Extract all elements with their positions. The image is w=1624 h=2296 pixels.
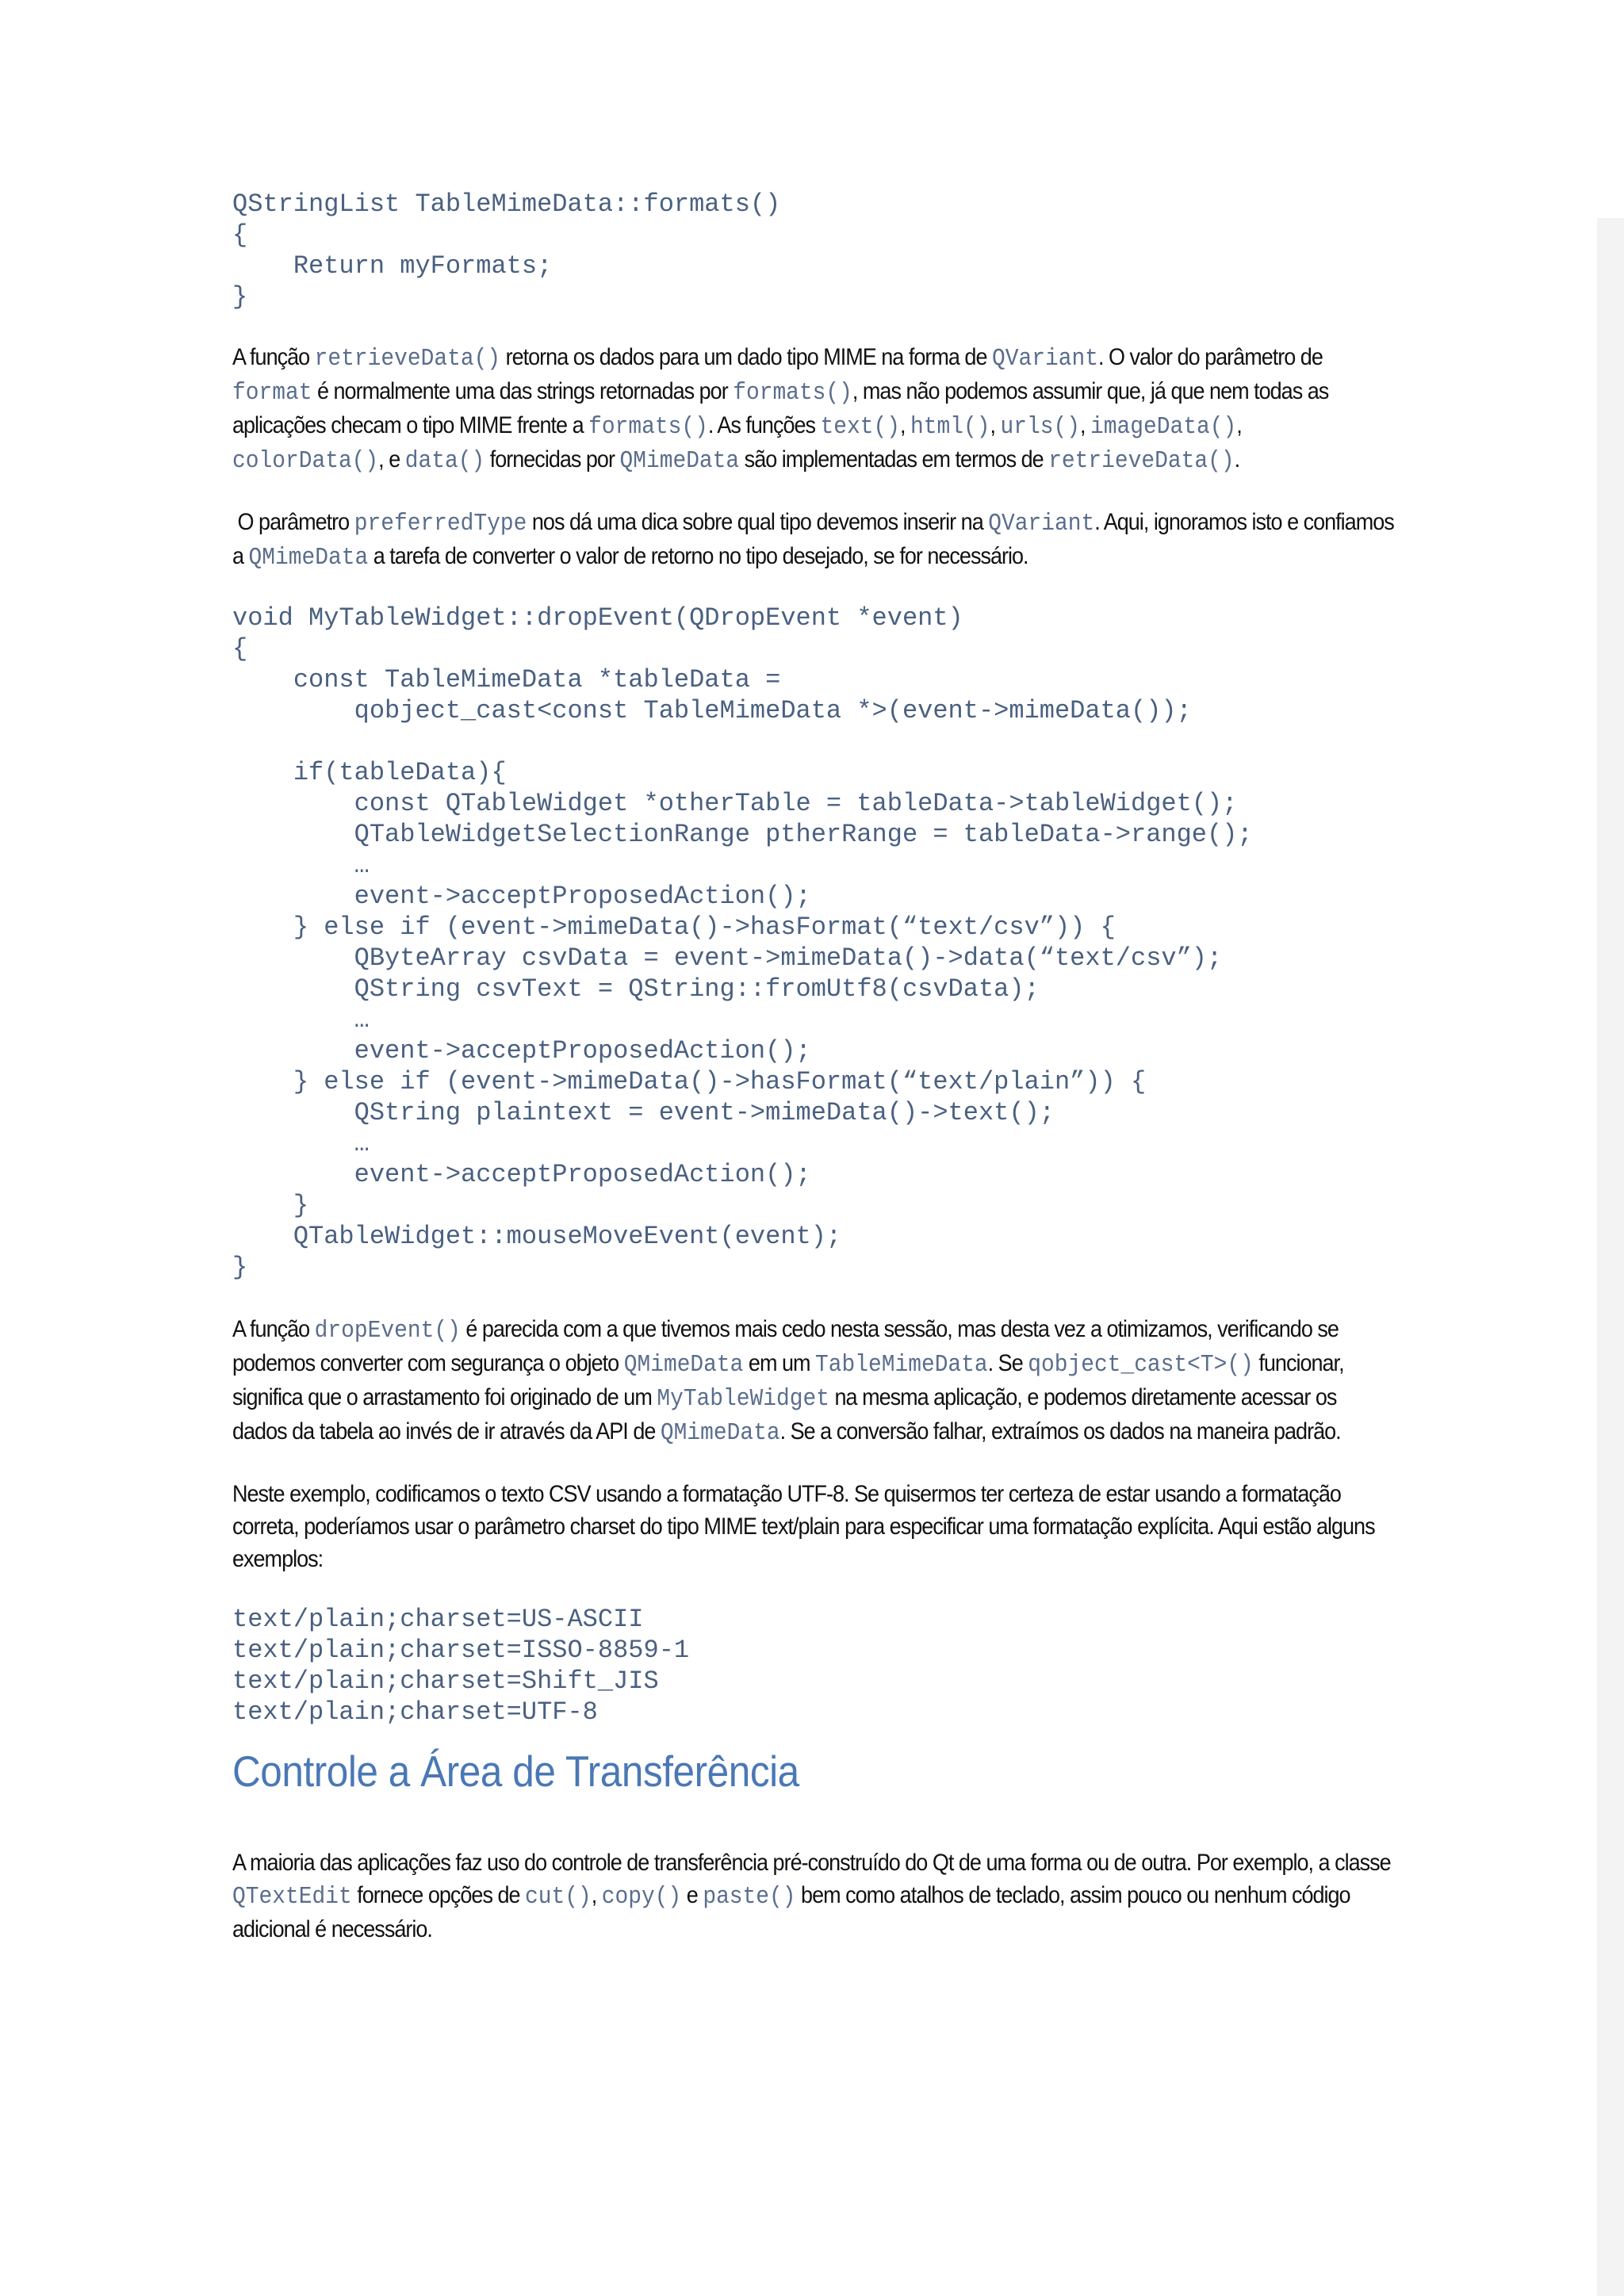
text-run: é normalmente uma das strings retornadas por [312, 378, 733, 404]
text-run: bem como atalhos de teclado, assim pouco ou nenhum código adicional é necessário. [232, 1882, 1356, 1942]
inline-code: QTextEdit [232, 1883, 352, 1911]
code-line: const QTableWidget *otherTable = tableData->tableWidget(); [232, 789, 1238, 818]
inline-code: cut() [525, 1883, 592, 1911]
text-run: a tarefa de converter o valor de retorno no tipo desejado, se for necessário. [368, 543, 1028, 569]
document-page [232, 189, 1398, 1946]
inline-code: QMimeData [619, 447, 740, 475]
text-run: . Se a conversão falhar, extraímos os dados na maneira padrão. [779, 1418, 1341, 1445]
code-line: QTableWidget::mouseMoveEvent(event); [232, 1222, 842, 1251]
inline-code: imageData() [1090, 413, 1237, 441]
section-heading: Controle a Área de Transferência [232, 1747, 799, 1796]
text-run: , [591, 1882, 602, 1908]
inline-code: qobject_cast<T>() [1028, 1351, 1254, 1379]
inline-code: paste() [703, 1883, 796, 1911]
text-run: , mas não podemos assumir que, já que nem todas as aplicações checam o tipo MIME frente a [232, 378, 1334, 438]
inline-code: colorData() [232, 447, 379, 475]
code-line [232, 726, 1398, 757]
inline-code: TableMimeData [815, 1351, 988, 1379]
code-line: QByteArray csvData = event->mimeData()->data(“text/csv”); [232, 943, 1223, 973]
paragraph-csv-encoding [232, 1478, 1396, 1575]
code-block-charsets [232, 1604, 1398, 1728]
inline-code: QVariant [988, 510, 1095, 538]
code-line: … [232, 851, 370, 880]
code-line: QTableWidgetSelectionRange ptherRange = tableData->range(); [232, 820, 1253, 849]
code-line: { [232, 634, 248, 664]
code-line: event->acceptProposedAction(); [232, 882, 811, 911]
text-run: nos dá uma dica sobre qual tipo devemos inserir na [527, 509, 989, 535]
code-line: } [232, 1191, 309, 1220]
code-block-dropevent [232, 603, 1398, 1283]
code-line: … [232, 1005, 370, 1035]
inline-code: data() [404, 447, 485, 475]
text-run: fornecidas por [485, 446, 620, 473]
code-line: { [232, 220, 248, 250]
inline-code: retrieveData() [1048, 447, 1235, 475]
inline-code: QMimeData [248, 544, 369, 572]
text-run: . O valor do parâmetro de [1097, 344, 1328, 370]
code-line: … [232, 1129, 370, 1158]
text-run: , [1236, 412, 1247, 438]
text-run: , [1080, 412, 1091, 438]
text-run: e [681, 1882, 703, 1908]
text-run: são implementadas em termos de [739, 446, 1049, 473]
text-run: A função [232, 344, 315, 370]
code-line: const TableMimeData *tableData = [232, 665, 781, 695]
text-run: na mesma aplicação, e podemos diretamente acessar os dados da tabela ao invés de ir através da API de [232, 1384, 1342, 1445]
inline-code: QVariant [991, 345, 1098, 373]
text-run: O parâmetro [232, 509, 354, 535]
code-line: QStringList TableMimeData::formats() [232, 189, 781, 219]
code-line: } [232, 1253, 248, 1282]
text-run: A maioria das aplicações faz uso do controle de transferência pré-construído do Qt de uma forma ou de outra. Por exemplo, a classe [232, 1850, 1396, 1876]
text-run: , e [378, 446, 405, 473]
code-line: event->acceptProposedAction(); [232, 1036, 811, 1066]
inline-code: retrieveData() [314, 345, 501, 373]
text-run: . As funções [707, 412, 821, 438]
text-run: , [990, 412, 1001, 438]
code-line: } [232, 282, 248, 312]
code-line: void MyTableWidget::dropEvent(QDropEvent *event) [232, 603, 963, 633]
inline-code: copy() [601, 1883, 682, 1911]
inline-code: urls() [1000, 413, 1081, 441]
text-run: funcionar, significa que o arrastamento foi originado de um [232, 1350, 1350, 1410]
code-line: text/plain;charset=US-ASCII [232, 1605, 644, 1634]
code-line: event->acceptProposedAction(); [232, 1160, 811, 1189]
code-line: text/plain;charset=ISSO-8859-1 [232, 1636, 690, 1665]
inline-code: formats() [733, 379, 852, 407]
text-run: Neste exemplo, codificamos o texto CSV usando a formatação UTF-8. Se quisermos ter certeza de estar usando a formatação correta, poderíamos usar o parâmetro charset do tipo MIME text/plain para especificar uma formatação explícita. Aqui estão alguns exemplos: [232, 1481, 1381, 1572]
inline-code: dropEvent() [314, 1317, 461, 1345]
inline-code: text() [820, 413, 901, 441]
code-line: QString csvText = QString::fromUtf8(csvData); [232, 974, 1040, 1004]
text-run: é parecida com a que tivemos mais cedo nesta sessão, mas desta vez a otimizamos, verificando se podemos converter com segurança o objeto [232, 1316, 1344, 1376]
code-line: text/plain;charset=Shift_JIS [232, 1667, 659, 1696]
code-line: text/plain;charset=UTF-8 [232, 1697, 598, 1727]
text-run: , [900, 412, 911, 438]
text-run: . Se [987, 1350, 1028, 1376]
text-run: fornece opções de [351, 1882, 526, 1908]
paragraph-dropevent [232, 1313, 1396, 1449]
text-run: . [1234, 446, 1240, 473]
text-run: A função [232, 1316, 315, 1342]
code-line: if(tableData){ [232, 758, 507, 787]
text-run: em um [743, 1350, 816, 1376]
paragraph-retrievedata [232, 341, 1396, 477]
code-line: } else if (event->mimeData()->hasFormat(“text/plain”)) { [232, 1067, 1147, 1096]
code-block-formats [232, 189, 1398, 312]
inline-code: html() [910, 413, 990, 441]
code-line: Return myFormats; [232, 251, 553, 281]
inline-code: formats() [588, 413, 708, 441]
paragraph-clipboard [232, 1846, 1396, 1946]
code-line: } else if (event->mimeData()->hasFormat(“text/csv”)) { [232, 913, 1116, 942]
paragraph-preferredtype [232, 506, 1400, 574]
code-line: QString plaintext = event->mimeData()->text(); [232, 1098, 1055, 1127]
text-run: . Aqui, ignoramos isto e confiamos a [232, 509, 1400, 569]
inline-code: preferredType [354, 510, 527, 538]
page-edge-shadow [1597, 218, 1624, 2296]
text-run: retorna os dados para um dado tipo MIME na forma de [500, 344, 992, 370]
inline-code: MyTableWidget [657, 1385, 829, 1413]
code-line: qobject_cast<const TableMimeData *>(event->mimeData()); [232, 696, 1192, 725]
inline-code: QMimeData [623, 1351, 744, 1379]
inline-code: QMimeData [660, 1419, 780, 1447]
inline-code: format [232, 379, 312, 407]
